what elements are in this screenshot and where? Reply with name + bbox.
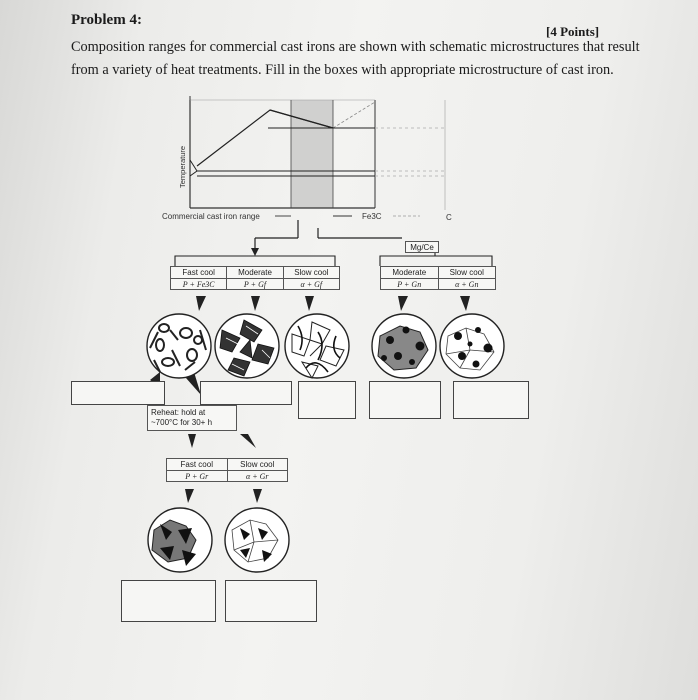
answer-box-2[interactable] (200, 381, 292, 405)
cell-reheat-fast (167, 459, 227, 481)
right-table-bracket (380, 256, 492, 266)
microstructure-gray-iron (215, 314, 279, 378)
cell-fast-cool (171, 267, 226, 289)
arrow-down (196, 296, 206, 311)
answer-box-5[interactable] (453, 381, 529, 419)
cell-title: Slow cool (439, 267, 496, 279)
arrow-down (251, 296, 260, 311)
microstructure-slow-nodular (440, 314, 504, 378)
points-label: [4 Points] (546, 24, 600, 39)
y-axis-label: Temperature (178, 145, 187, 188)
range-label: Commercial cast iron range (162, 212, 260, 221)
cell-slow-cool-n (438, 267, 496, 289)
reheat-line-1: Reheat: hold at (151, 408, 206, 417)
left-cooling-table (170, 266, 340, 290)
mgce-tag: Mg/Ce (405, 241, 439, 253)
arrow-down (253, 489, 262, 503)
left-notch (190, 160, 197, 176)
cell-title: Moderate (381, 267, 438, 279)
microstructure-white-iron (147, 314, 211, 378)
answer-box-1[interactable] (71, 381, 165, 405)
arrow-down (305, 296, 314, 311)
cell-phase: α + Gf (300, 280, 323, 289)
left-table-bracket (175, 256, 335, 266)
liquidus-extension (333, 102, 375, 128)
c-label: C (446, 213, 452, 222)
cell-title: Moderate (227, 267, 282, 279)
reheat-line-2: ~700°C for 30+ h (151, 418, 213, 427)
bracket-arrowhead (251, 248, 259, 256)
answer-box-4[interactable] (369, 381, 441, 419)
cell-phase: P + Fe3C (182, 280, 215, 289)
cell-title: Fast cool (167, 459, 227, 471)
cell-phase: P + Gr (185, 472, 209, 481)
microstructure-reheat-fast (148, 508, 212, 572)
microstructure-moderate-nodular (372, 314, 436, 378)
reheat-note (147, 405, 237, 431)
shaded-region (291, 100, 333, 208)
right-cooling-table (380, 266, 496, 290)
cell-reheat-slow (227, 459, 288, 481)
cell-phase: P + Gf (243, 280, 267, 289)
problem-title: Problem 4: (71, 12, 142, 28)
cell-moderate (226, 267, 282, 289)
cell-slow-cool (283, 267, 339, 289)
answer-box-7[interactable] (225, 580, 317, 622)
microstructure-reheat-slow (225, 508, 289, 572)
instructions-line-2: from a variety of heat treatments. Fill in the boxes with appropriate microstructure of cast iron. (71, 62, 614, 78)
reheat-cooling-table (166, 458, 288, 482)
arrow-down (185, 489, 194, 503)
arrow-down (240, 434, 256, 448)
answer-box-3[interactable] (298, 381, 356, 419)
cell-title: Slow cool (284, 267, 339, 279)
cell-moderate-n (381, 267, 438, 289)
cell-title: Slow cool (228, 459, 288, 471)
fe3c-label: Fe3C (362, 212, 382, 221)
cell-phase: P + Gn (397, 280, 422, 289)
microstructure-slow-gray (285, 314, 349, 378)
arrow-down (398, 296, 408, 311)
cell-title: Fast cool (171, 267, 226, 279)
arrow-down (460, 296, 470, 311)
cell-phase: α + Gr (246, 472, 269, 481)
instructions-line-1: Composition ranges for commercial cast irons are shown with schematic microstructures that result (71, 39, 640, 55)
arrow-down (188, 434, 196, 448)
cell-phase: α + Gn (455, 280, 479, 289)
answer-box-6[interactable] (121, 580, 216, 622)
